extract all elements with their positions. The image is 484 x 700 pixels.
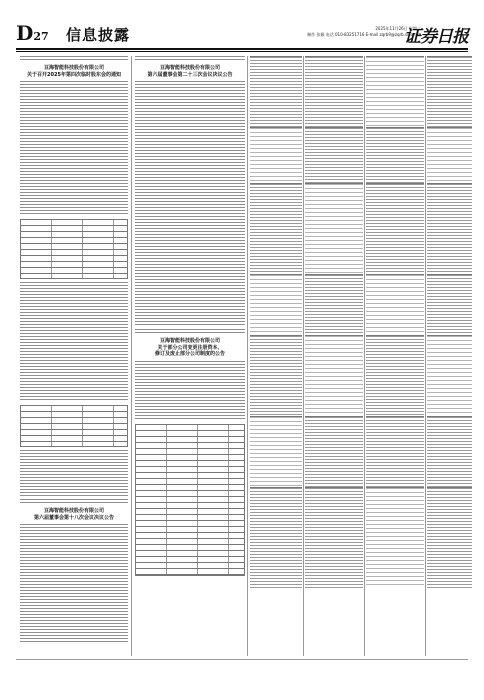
stock-code-line — [20, 499, 128, 505]
table-cell — [250, 274, 302, 335]
stock-code-line — [135, 329, 245, 335]
article-title — [20, 508, 128, 521]
table-cell — [366, 335, 424, 416]
table-cell — [427, 487, 472, 588]
article-body — [20, 524, 128, 644]
title-line: 豆海智能科技股份有限公司 — [43, 508, 104, 514]
title-line: 豆海智能科技股份有限公司 — [159, 338, 220, 344]
table-column-2 — [305, 56, 363, 656]
column-divider — [247, 56, 248, 656]
table-cell — [250, 487, 302, 588]
table-cell — [305, 487, 363, 588]
contact-line: 制作 张颖 电话 010-83251716 E-mail zqrb9@zqrb.sina.net — [307, 32, 421, 37]
table-cell — [250, 335, 302, 416]
article-body — [135, 361, 245, 421]
amendment-table — [135, 424, 245, 576]
article-body — [20, 450, 128, 496]
header-rule — [16, 48, 468, 50]
table-cell — [250, 56, 302, 127]
table-cell — [305, 127, 363, 183]
table-divider — [364, 56, 365, 656]
date-line: 2025年11月26日 星期三 — [375, 26, 421, 31]
column-divider — [131, 56, 132, 656]
table-cell — [305, 274, 363, 335]
table-cell — [305, 335, 363, 416]
stock-code-line — [135, 56, 245, 62]
edition-meta — [261, 26, 421, 38]
table-cell — [427, 127, 472, 183]
column-1 — [20, 56, 128, 656]
table-cell — [366, 487, 424, 588]
title-line: 第六届董事会第二十三次会议决议公告 — [147, 71, 233, 78]
table-cell — [427, 183, 472, 274]
article-title — [135, 338, 245, 358]
table-cell — [250, 183, 302, 274]
stock-code-line — [20, 56, 128, 62]
title-line: 第六届董事会第十八次会议决议公告 — [33, 514, 114, 521]
title-line: 修订及废止部分公司制度的公告 — [154, 351, 225, 357]
table-divider — [425, 56, 426, 656]
header-rule-thin — [16, 51, 468, 52]
table-cell — [305, 183, 363, 274]
table-cell — [427, 56, 472, 127]
data-table — [20, 219, 128, 279]
table-cell — [250, 127, 302, 183]
footer-rule — [16, 659, 468, 660]
table-cell — [427, 416, 472, 487]
table-cell — [366, 416, 424, 487]
title-line: 豆海智能科技股份有限公司 — [43, 65, 104, 71]
data-table — [20, 405, 128, 447]
table-cell — [427, 335, 472, 416]
brand-logo: 证券日报 — [404, 27, 468, 47]
article-body — [20, 282, 128, 402]
table-cell — [427, 274, 472, 335]
table-cell — [366, 127, 424, 183]
table-column-3 — [366, 56, 424, 656]
table-cell — [366, 56, 424, 127]
masthead — [16, 22, 468, 48]
page-number — [16, 22, 49, 48]
table-cell — [366, 183, 424, 274]
table-cell — [366, 274, 424, 335]
article-body — [135, 81, 245, 326]
page-letter: D — [16, 21, 34, 45]
title-line: 豆海智能科技股份有限公司 — [159, 65, 220, 71]
table-cell — [250, 416, 302, 487]
article-body — [20, 81, 128, 216]
article-title — [135, 65, 245, 78]
table-column-1 — [250, 56, 302, 656]
table-cell — [305, 416, 363, 487]
table-cell — [305, 56, 363, 127]
table-column-4 — [427, 56, 472, 656]
column-2 — [135, 56, 245, 656]
page-number-digits: 27 — [33, 30, 49, 43]
article-title — [20, 65, 128, 78]
table-divider — [303, 56, 304, 656]
title-line: 关于部分公司变更注册资本、 — [157, 344, 223, 351]
section-title: 信息披露 — [66, 26, 131, 44]
title-line: 关于召开2025年第四次临时股东会的通知 — [27, 71, 121, 78]
